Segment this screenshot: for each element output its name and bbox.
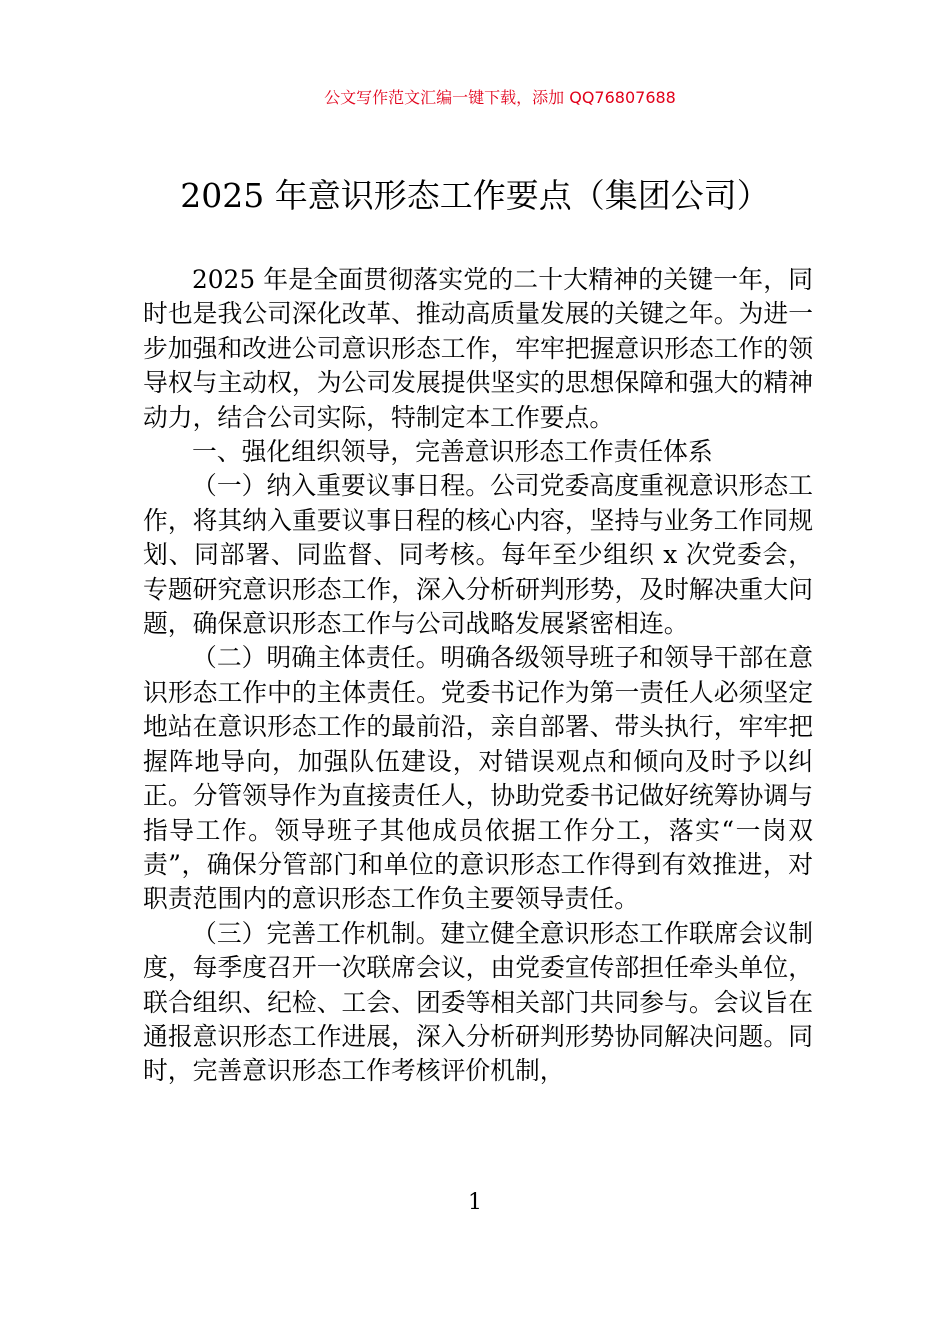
subsection-2-paragraph: （二）明确主体责任。明确各级领导班子和领导干部在意识形态工作中的主体责任。党委书记作为第一责任人必须坚定地站在意识形态工作的最前沿，亲自部署、带头执行，牢牢把握阵地导向，加强队伍建设，对错误观点和倾向及时予以纠正。分管领导作为直接责任人，协助党委书记做好统筹协调与指导工作。领导班子其他成员依据工作分工，落实“一岗双责”，确保分管部门和单位的意识形态工作得到有效推进，对职责范围内的意识形态工作负主要领导责任。 [143,643,813,914]
document-body [143,263,813,1089]
header-download-note: 公文写作范文汇编一键下载，添加 QQ76807688 [324,88,676,107]
subsection-3-paragraph: （三）完善工作机制。建立健全意识形态工作联席会议制度，每季度召开一次联席会议，由党委宣传部担任牵头单位，联合组织、纪检、工会、团委等相关部门共同参与。会议旨在通报意识形态工作进展，深入分析研判形势协同解决问题。同时，完善意识形态工作考核评价机制， [143,918,813,1086]
intro-paragraph: 2025 年是全面贯彻落实党的二十大精神的关键一年，同时也是我公司深化改革、推动高质量发展的关键之年。为进一步加强和改进公司意识形态工作，牢牢把握意识形态工作的领导权与主动权，为公司发展提供坚实的思想保障和强大的精神动力，结合公司实际，特制定本工作要点。 [143,265,813,432]
subsection-1-paragraph: （一）纳入重要议事日程。公司党委高度重视意识形态工作，将其纳入重要议事日程的核心内容，坚持与业务工作同规划、同部署、同监督、同考核。每年至少组织 x 次党委会，专题研究意识形态工作，深入分析研判形势，及时解决重大问题，确保意识形态工作与公司战略发展紧密相连。 [143,471,813,639]
section-heading-1: 一、强化组织领导，完善意识形态工作责任体系 [192,437,713,467]
page-number: 1 [468,1190,482,1215]
document-title: 2025 年意识形态工作要点（集团公司） [180,176,770,215]
